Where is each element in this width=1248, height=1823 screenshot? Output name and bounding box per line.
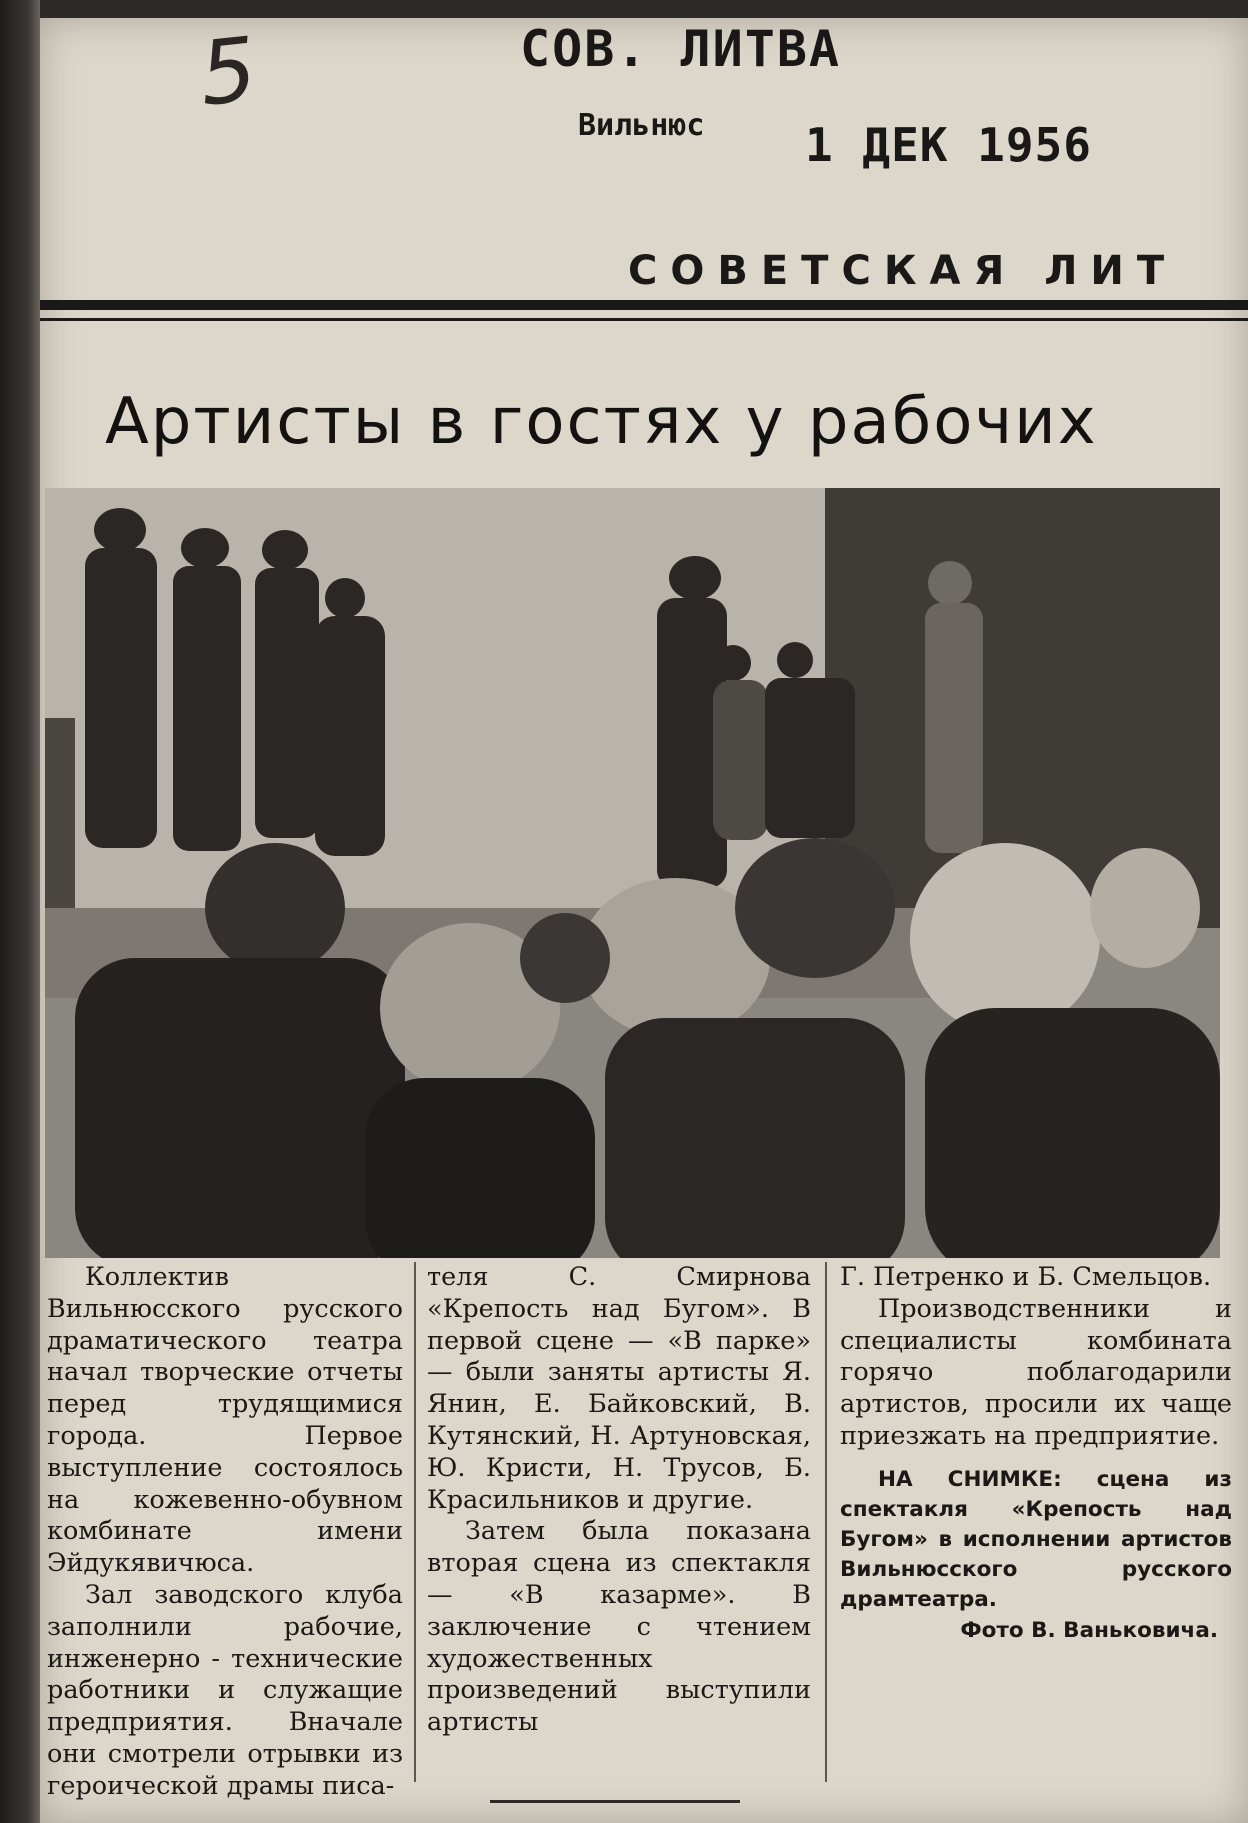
article-column-2 xyxy=(427,1262,811,1739)
article-paragraph: Коллектив Вильнюсского русского драматического театра начал творческие отчеты перед трудящимися города. Первое выступление состоялось на кожевенно-обувном комбинате имени Эйдукявичюса. xyxy=(47,1262,403,1579)
article-paragraph: Г. Петренко и Б. Смельцов. xyxy=(840,1262,1212,1292)
handwritten-page-number: 5 xyxy=(194,17,262,126)
masthead: СОВЕТСКАЯ ЛИТ xyxy=(628,248,1178,294)
scan-left-edge xyxy=(0,0,40,1823)
article-paragraph: Затем была показана вторая сцена из спектакля — «В казарме». В заключение с чтением художественных произведений выступили артисты xyxy=(427,1516,811,1738)
column-divider xyxy=(825,1262,827,1782)
article-column-1 xyxy=(47,1262,403,1803)
stamp-newspaper-name: СОВ. ЛИТВА xyxy=(520,20,842,78)
article-column-3 xyxy=(840,1262,1232,1647)
article-end-rule xyxy=(490,1800,740,1803)
article-paragraph: Производственники и специалисты комбината горячо поблагодарили артистов, просили их чаще приезжать на предприятие. xyxy=(840,1293,1232,1451)
stamp-date: 1 ДЕК 1956 xyxy=(805,118,1092,172)
stamp-city: Вильнюс xyxy=(578,108,705,143)
article-paragraph: Зал заводского клуба заполнили рабочие, инженерно - технические работники и служащие предприятия. Вначале они смотрели отрывки из героической драмы писа- xyxy=(47,1579,403,1801)
masthead-rule-thick xyxy=(40,300,1248,310)
photo-credit: Фото В. Ваньковича. xyxy=(960,1617,1218,1643)
audience xyxy=(75,838,1220,1258)
column-divider xyxy=(414,1262,416,1782)
masthead-rule-thin xyxy=(40,318,1248,321)
photo-caption: НА СНИМКЕ: сцена из спектакля «Крепость над Бугом» в исполнении артистов Вильнюсского русского драмтеатра. xyxy=(840,1466,1232,1612)
article-photo xyxy=(45,488,1220,1258)
photo-stage-scene xyxy=(45,488,1220,1258)
article-headline: Артисты в гостях у рабочих xyxy=(105,385,1098,459)
article-paragraph: теля С. Смирнова «Крепость над Бугом». В первой сцене — «В парке» — были заняты артисты Я. Янин, Е. Байковский, В. Кутянский, Н. Артуновская, Ю. Кристи, Н. Трусов, Б. Красильников и другие. xyxy=(427,1262,811,1515)
